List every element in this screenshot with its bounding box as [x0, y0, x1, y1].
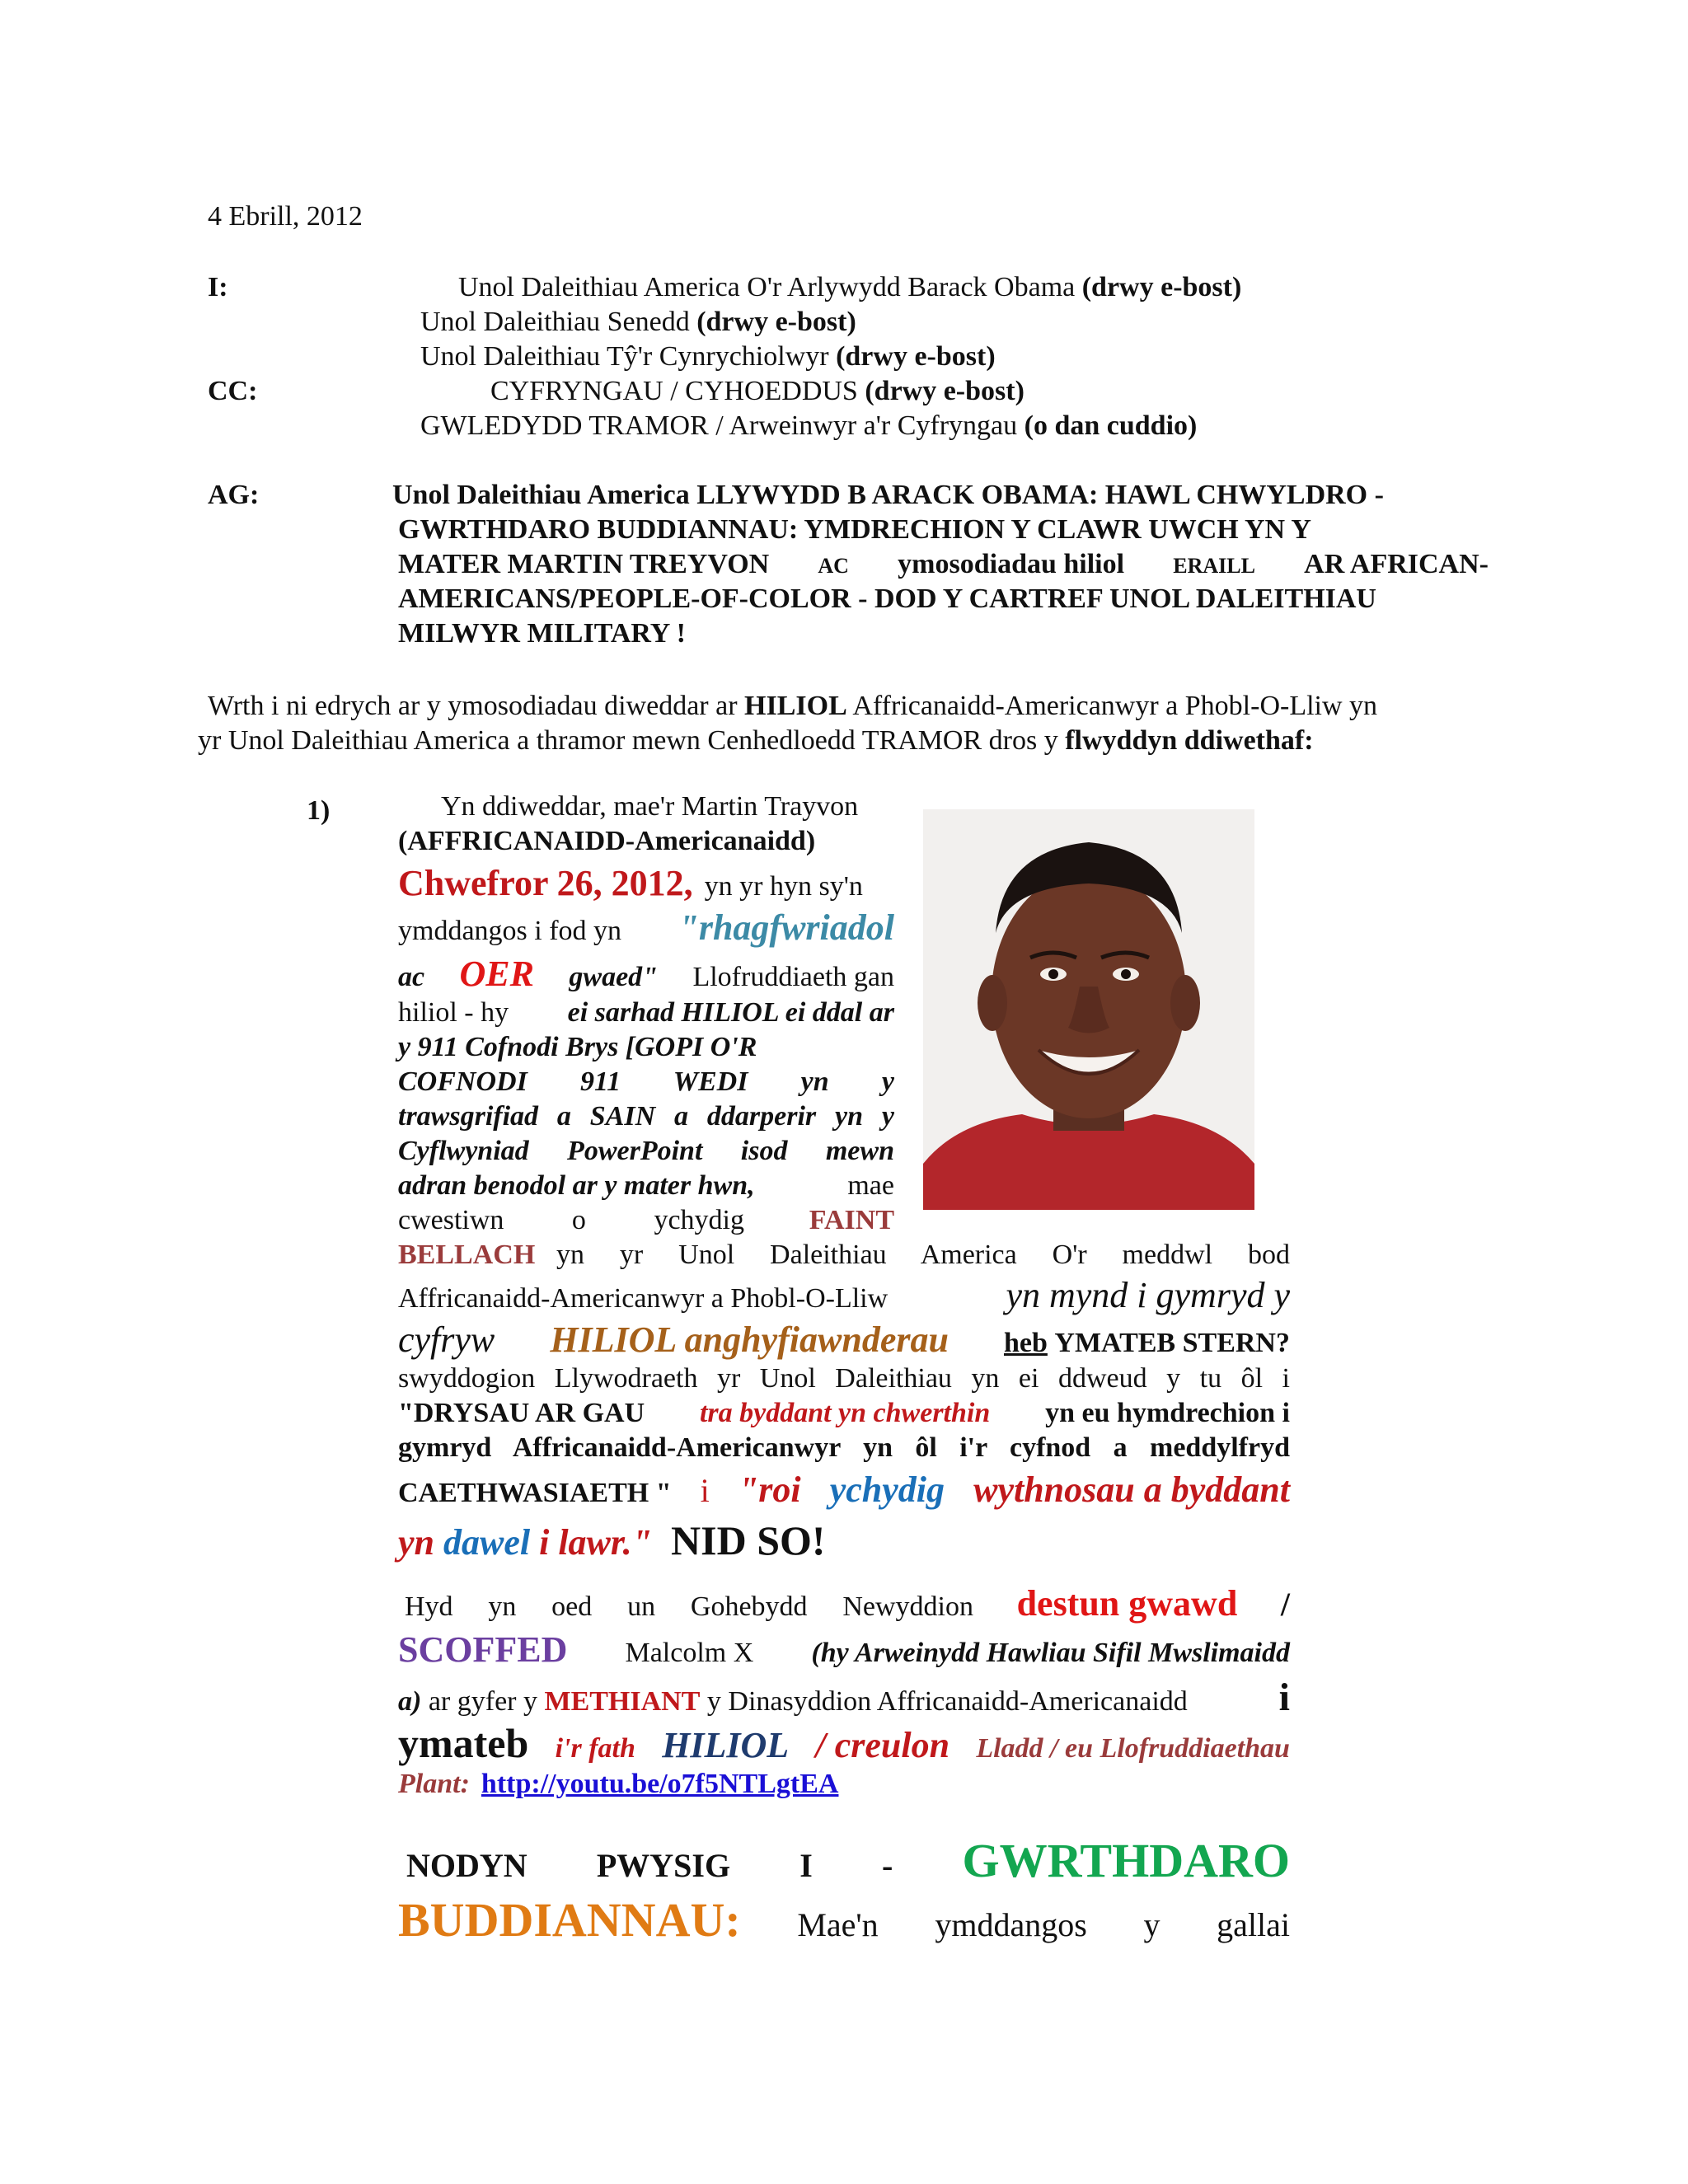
- letter-date: 4 Ebrill, 2012: [208, 201, 363, 232]
- to-line: Unol Daleithiau Senedd (drwy e-bost): [420, 307, 856, 337]
- portrait-photo: [923, 809, 1254, 1210]
- subject-block: [392, 478, 1489, 651]
- to-label: I:: [208, 272, 228, 302]
- cc-line: CYFRYNGAU / CYHOEDDUS (drwy e-bost): [490, 376, 1025, 406]
- item1-wide-column: BELLACH yn yr Unol Daleithiau America O'r meddwl bod Affricanaidd-Americanwyr a Phobl-O-Lliw yn mynd i gymryd y cyfryw HILIOL anghyfiawnderau heb YMATEB STERN? swyddogion Llywodraeth yr Unol Daleithiau yn ei ddweud y tu ôl i "DRYSAU AR GAU tra byddant yn chwerthin yn eu hymdrechion i gymryd Affricanaidd-Americanwyr yn ôl i'r cyfnod a meddylfryd CAETHWASIAETH " i "roi ychydig wythnosau a byddant: [398, 1240, 1290, 1510]
- subject-line: Unol Daleithiau America LLYWYDD B ARACK OBAMA: HAWL CHWYLDRO -: [392, 480, 1384, 510]
- subject-line: MATER MARTIN TREYVON AC ymosodiadau hiliol ERAILL AR AFRICAN-: [398, 549, 1489, 579]
- paragraph-2: Hyd yn oed un Gohebydd Newyddion destun gwawd / SCOFFED Malcolm X (hy Arweinydd Hawliau Sifil Mwslimaidd a) ar gyfer y METHIANT y Dinasyddion Affricanaidd-Americanaidd i ymateb i'r fath HILIOL / creulon Lladd / eu Llofruddiaethau Plant: http://youtu.be/o7f5NTLgtEA: [398, 1583, 1290, 1799]
- subject-line: AMERICANS/PEOPLE-OF-COLOR - DOD Y CARTREF UNOL DALEITHIAU: [398, 583, 1376, 614]
- intro-line: yr Unol Daleithiau America a thramor mewn Cenhedloedd TRAMOR dros y flwyddyn ddiwethaf:: [198, 725, 1314, 756]
- subject-line: MILWYR MILITARY !: [398, 618, 686, 649]
- youtube-link[interactable]: http://youtu.be/o7f5NTLgtEA: [481, 1769, 839, 1799]
- item1-narrow-column: Yn ddiweddar, mae'r Martin Trayvon (AFFRICANAIDD-Americanaidd) Chwefror 26, 2012, yn yr hyn sy'n ymddangos i fod yn "rhagfwriadol ac OER gwaed" Llofruddiaeth gan hiliol - hy ei sarhad HILIOL ei ddal ar y 911 Cofnodi Brys [GOPI O'R COFNODI 911 WEDI yn y trawsgrifiad a SAIN a ddarperir yn y Cyflwyniad PowerPoint isod mewn adran benodol ar y mater hwn, mae cwestiwn o ychydig FAINT: [398, 791, 894, 1235]
- to-line: Unol Daleithiau America O'r Arlywydd Barack Obama (drwy e-bost): [458, 272, 1242, 302]
- intro-line: Wrth i ni edrych ar y ymosodiadau diweddar ar HILIOL Affricanaidd-Americanwyr a Phobl-O-Lliw yn: [208, 691, 1378, 721]
- cc-line: GWLEDYDD TRAMOR / Arweinwyr a'r Cyfryngau (o dan cuddio): [420, 410, 1198, 441]
- item-number: 1): [307, 795, 331, 826]
- re-label: AG:: [208, 480, 260, 510]
- subject-line: GWRTHDARO BUDDIANNAU: YMDRECHION Y CLAWR UWCH YN Y: [398, 514, 1311, 545]
- item1-closing-line: yn dawel i lawr." NID SO!: [398, 1517, 826, 1563]
- to-line: Unol Daleithiau Tŷ'r Cynrychiolwyr (drwy e-bost): [420, 341, 996, 372]
- cc-label: CC:: [208, 376, 258, 406]
- paragraph-3: NODYN PWYSIG I - GWRTHDARO BUDDIANNAU: Mae'n ymddangos y gallai: [398, 1834, 1290, 1947]
- portrait-photo-icon: [923, 809, 1254, 1210]
